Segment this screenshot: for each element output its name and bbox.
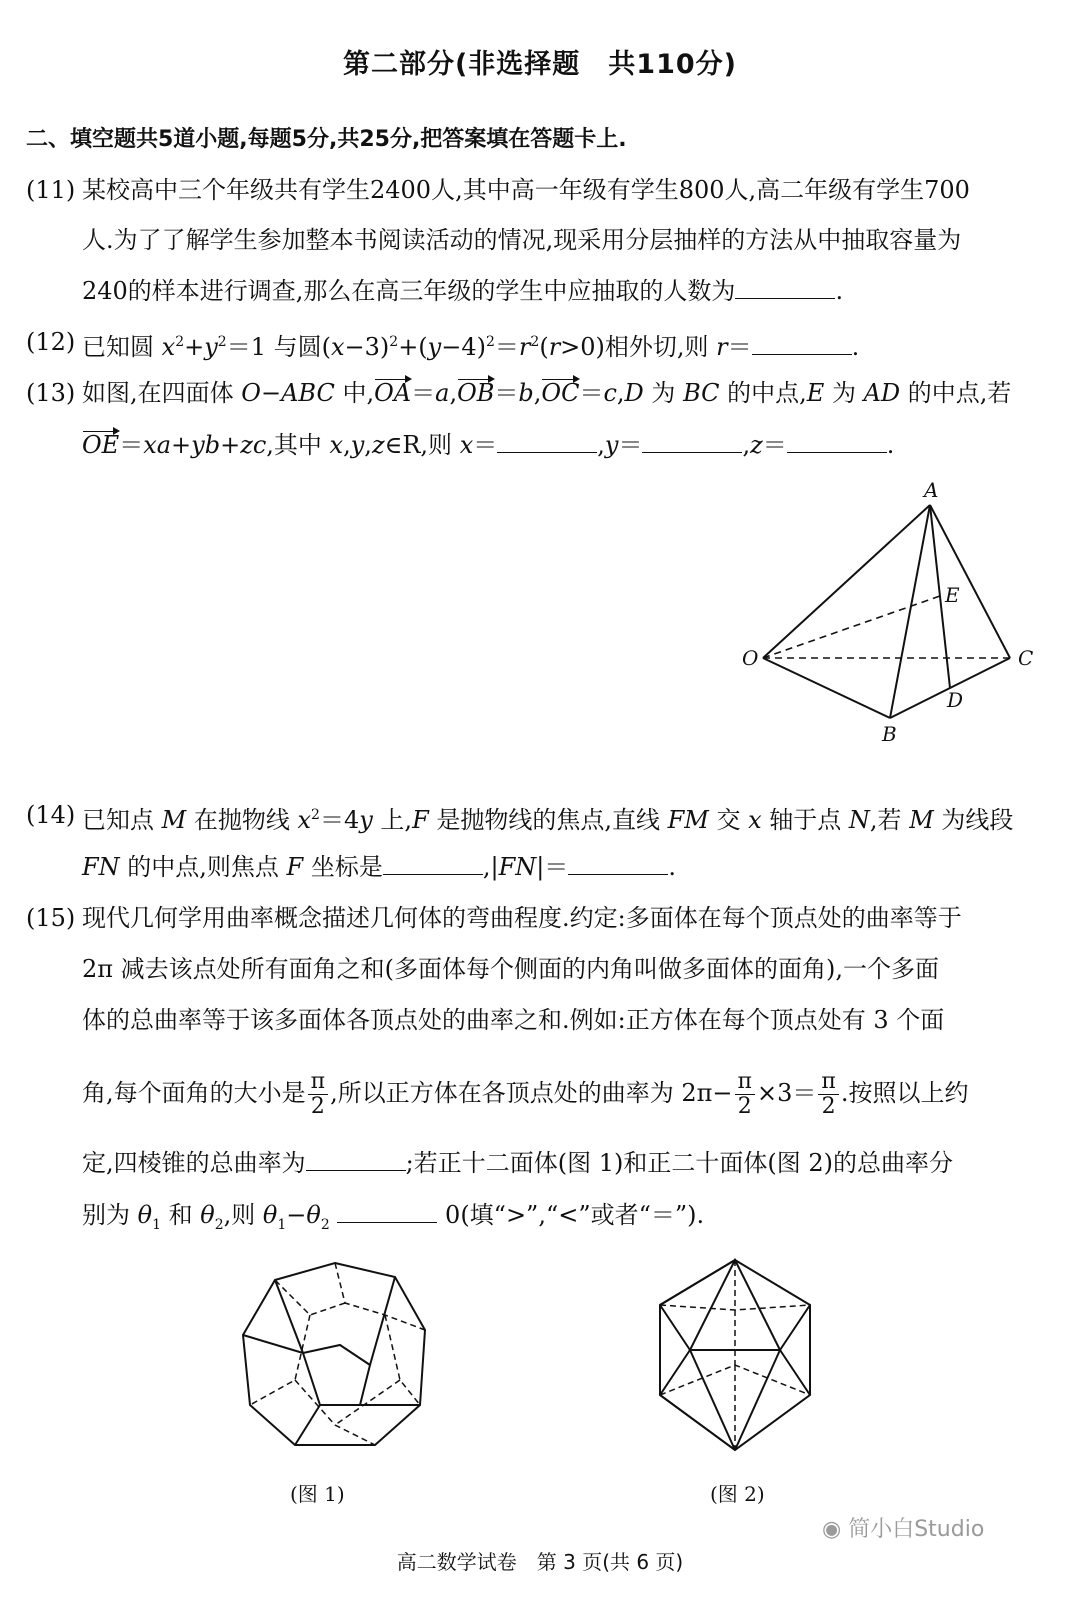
- front-face: [303, 1345, 370, 1405]
- watermark: ◉ 简小白Studio: [822, 1517, 985, 1542]
- q15-line6: 别为 $\theta_1$ 和 $\theta_2$,则 $\theta_1-\theta_2$ 0(填“>”,“<”或者“＝”).: [82, 1201, 705, 1233]
- q11-line3: 240的样本进行调查,那么在高三年级的学生中应抽取的人数为 .: [82, 277, 844, 305]
- q13-line2: OE＝xa+yb+zc,其中 x,y,z∈R,则 x＝ ,y＝ ,z＝ .: [82, 431, 895, 459]
- q14-line1: 已知点 M 在抛物线 $x^2=4y$ 上,F 是抛物线的焦点,直线 FM 交 x 轴于点 N,若 M 为线段: [82, 806, 1014, 834]
- label-E: E: [945, 583, 960, 607]
- q15-line2: 2π 减去该点处所有面角之和(多面体每个侧面的内角叫做多面体的面角),一个多面: [82, 955, 940, 983]
- page-footer: 高二数学试卷 第 3 页(共 6 页): [396, 1550, 684, 1574]
- figure2-caption: (图 2): [710, 1482, 765, 1506]
- q14-line2: FN 的中点,则焦点 F 坐标是 ,|FN|＝ .: [82, 853, 676, 881]
- q11-line1: 某校高中三个年级共有学生2400人,其中高一年级有学生800人,高二年级有学生700: [82, 176, 970, 204]
- label-O: O: [742, 646, 759, 670]
- q13-line1: 如图,在四面体 O−ABC 中,OA＝a,OB＝b,OC＝c,D 为 BC 的中点,E 为 AD 的中点,若: [82, 379, 1012, 407]
- q15-number: (15): [26, 904, 76, 932]
- label-C: C: [1018, 646, 1034, 670]
- figure1-caption: (图 1): [290, 1482, 345, 1506]
- segment-OE-dashed: [763, 596, 940, 658]
- edge-AC: [930, 505, 1010, 658]
- label-B: B: [882, 722, 897, 746]
- dodecahedron-figure: [235, 1255, 435, 1455]
- q15-line4: 角,每个面角的大小是 $\frac{\pi}{2}$ ,所以正方体在各顶点处的曲率为 2π− $\frac{\pi}{2}$ ×3＝ $\frac{\pi}{2}$ .按照以上约: [82, 1069, 969, 1119]
- outline: [243, 1263, 425, 1445]
- q13-number: (13): [26, 379, 76, 407]
- edge-OB: [763, 658, 890, 718]
- icosahedron-figure: [645, 1255, 825, 1455]
- label-D: D: [947, 688, 964, 712]
- q15-line5: 定,四棱锥的总曲率为 ;若正十二面体(图 1)和正二十面体(图 2)的总曲率分: [82, 1149, 953, 1177]
- section-heading: 二、填空题共5道小题,每题5分,共25分,把答案填在答题卡上.: [26, 127, 627, 152]
- wechat-icon: ◉: [822, 1517, 842, 1542]
- q14-number: (14): [26, 801, 76, 829]
- tetrahedron-figure: [730, 475, 1050, 755]
- q12-number: (12): [26, 328, 76, 356]
- label-A: A: [924, 478, 939, 502]
- page-title: 第二部分(非选择题 共110分): [342, 49, 738, 80]
- q11-number: (11): [26, 176, 76, 204]
- q15-line1: 现代几何学用曲率概念描述几何体的弯曲程度.约定:多面体在每个顶点处的曲率等于: [82, 904, 962, 932]
- q11-line2: 人.为了了解学生参加整本书阅读活动的情况,现采用分层抽样的方法从中抽取容量为: [82, 226, 962, 254]
- q12-line1: 已知圆 $x^2+y^2=1$ 与圆$(x-3)^2+(y-4)^2=r^2(r>0)$相外切,则 r＝ .: [82, 333, 860, 361]
- q15-line3: 体的总曲率等于该多面体各顶点处的曲率之和.例如:正方体在每个顶点处有 3 个面: [82, 1006, 945, 1034]
